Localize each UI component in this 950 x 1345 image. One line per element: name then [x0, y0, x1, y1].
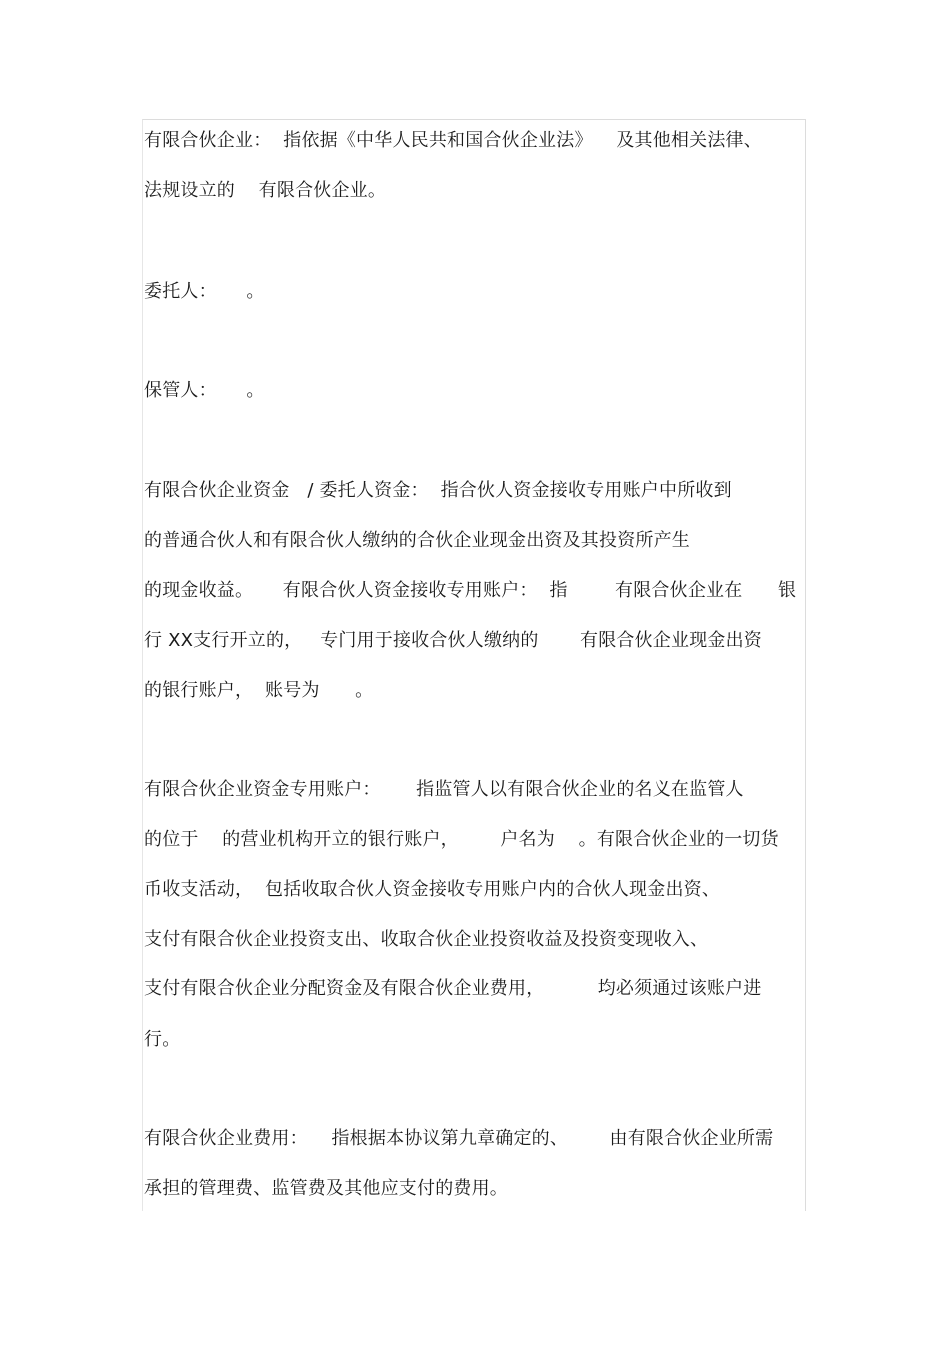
text-line: 保管人： 。 — [144, 380, 265, 401]
text-line: 的银行账户， 账号为 。 — [144, 680, 374, 701]
text-line: 有限合伙企业费用： 指根据本协议第九章确定的、 由有限合伙企业所需 — [144, 1128, 774, 1149]
text-line: 币收支活动， 包括收取合伙人资金接收专用账户内的合伙人现金出资、 — [144, 879, 721, 900]
text-line: 行。 — [144, 1029, 181, 1050]
text-line: 的位于 的营业机构开立的银行账户， 户名为 。有限合伙企业的一切货 — [144, 829, 779, 850]
text-line: 的现金收益。 有限合伙人资金接收专用账户： 指 有限合伙企业在 银 — [144, 580, 797, 601]
text-line: 有限合伙企业资金专用账户： 指监管人以有限合伙企业的名义在监管人 — [144, 779, 744, 800]
text-line: 支付有限合伙企业投资支出、收取合伙企业投资收益及投资变现收入、 — [144, 929, 709, 950]
text-line: 法规设立的 有限合伙企业。 — [144, 180, 387, 201]
text-line: 行 XX支行开立的， 专门用于接收合伙人缴纳的 有限合伙企业现金出资 — [144, 630, 762, 651]
text-line: 有限合伙企业资金 / 委托人资金： 指合伙人资金接收专用账户中所收到 — [144, 480, 732, 501]
text-line: 有限合伙企业： 指依据《中华人民共和国合伙企业法》 及其他相关法律、 — [144, 130, 762, 151]
text-line: 的普通合伙人和有限合伙人缴纳的合伙企业现金出资及其投资所产生 — [144, 530, 690, 551]
text-line: 支付有限合伙企业分配资金及有限合伙企业费用， 均必须通过该账户进 — [144, 978, 762, 999]
text-line: 承担的管理费、监管费及其他应支付的费用。 — [144, 1178, 508, 1199]
text-line: 委托人： 。 — [144, 281, 265, 302]
